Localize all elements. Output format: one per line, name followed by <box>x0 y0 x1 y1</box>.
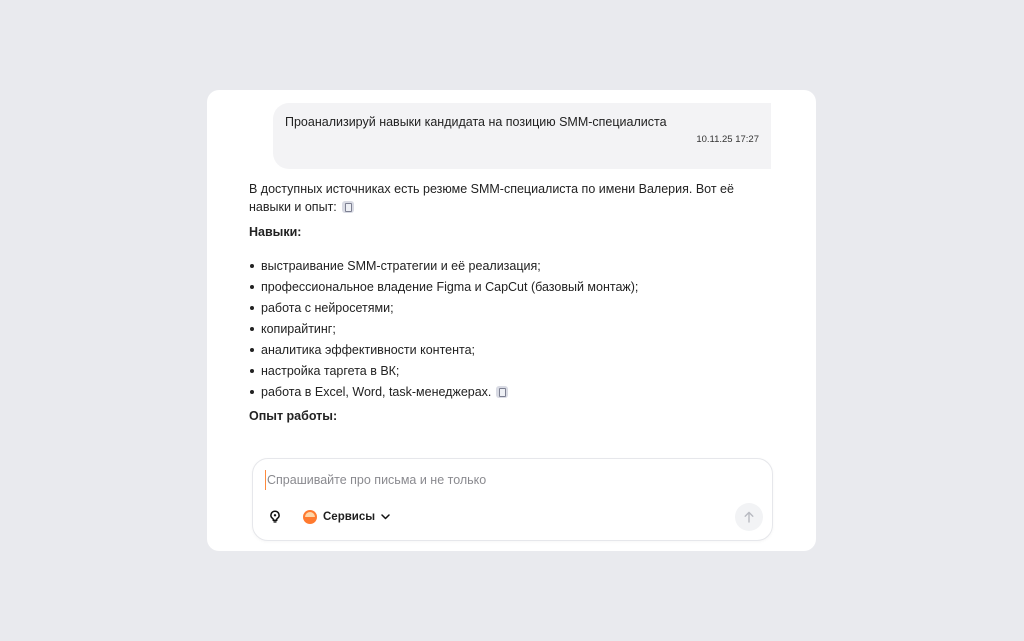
list-item <box>249 341 774 359</box>
skill-text: аналитика эффективности контента; <box>261 343 476 357</box>
message-list <box>207 90 816 450</box>
skill-text: настройка таргета в ВК; <box>261 364 400 378</box>
user-message-text: Проанализируй навыки кандидата на позицию SMM-специалиста <box>285 115 667 129</box>
experience-title: Опыт работы: <box>249 409 338 423</box>
list-item <box>249 299 774 317</box>
skill-text: работа с нейросетями; <box>261 301 394 315</box>
list-item <box>249 320 774 338</box>
message-composer <box>252 458 773 541</box>
list-item <box>249 362 774 380</box>
send-button[interactable] <box>735 503 763 531</box>
hint-button[interactable] <box>265 507 285 527</box>
chevron-down-icon <box>381 514 390 520</box>
list-item <box>249 257 774 275</box>
services-button[interactable] <box>303 507 390 527</box>
skill-text: копирайтинг; <box>261 322 336 336</box>
answer-intro <box>249 180 774 216</box>
answer-intro-text: В доступных источниках есть резюме SMM-специалиста по имени Валерия. Вот её навыки и опыт: <box>249 182 734 214</box>
list-item <box>249 278 774 296</box>
skill-text: профессиональное владение Figma и CapCut (базовый монтаж); <box>261 280 639 294</box>
skills-list <box>249 257 774 401</box>
prompt-input[interactable] <box>265 470 689 490</box>
services-label: Сервисы <box>323 511 376 523</box>
message-timestamp: 10.11.25 17:27 <box>696 134 759 145</box>
list-item <box>249 383 774 401</box>
document-icon[interactable] <box>496 386 508 398</box>
skills-title: Навыки: <box>249 225 302 239</box>
assistant-answer <box>249 180 774 425</box>
services-logo-icon <box>303 510 317 524</box>
skill-text: выстраивание SMM-стратегии и её реализация; <box>261 259 541 273</box>
chat-window <box>207 90 816 551</box>
user-message-bubble <box>273 103 771 169</box>
document-icon[interactable] <box>342 201 354 213</box>
lightbulb-icon <box>269 510 281 524</box>
skill-text: работа в Excel, Word, task-менеджерах. <box>261 385 492 399</box>
arrow-up-icon <box>744 511 754 523</box>
